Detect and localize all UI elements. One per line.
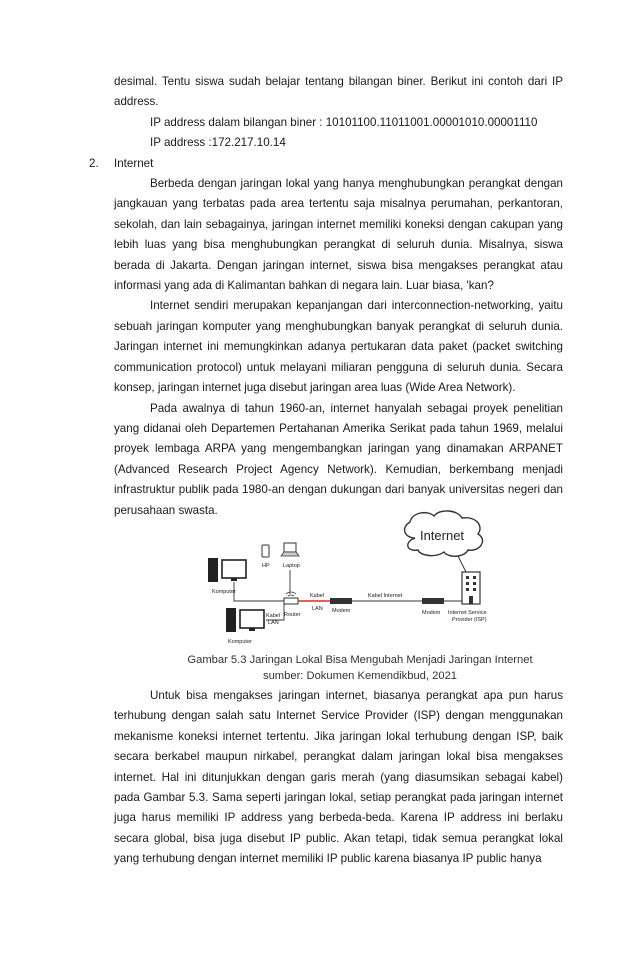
list-title: Internet: [114, 156, 154, 170]
label-komputer-top: Komputer: [212, 589, 236, 595]
internet-cloud-icon: [405, 511, 483, 556]
paragraph-4: Untuk bisa mengakses jaringan internet, biasanya perangkat apa pun harus terhubung dengan salah satu Internet Service Provider (ISP) dengan menggunakan mekanisme koneksi internet tertentu. Jika jaringan lokal terhubung dengan ISP, baik secara berkabel maupun nirkabel, perangkat dalam jaringan lokal bisa mengakses internet. Hal ini ditunjukkan dengan garis merah (yang diasumsikan sebagai kabel) pada Gambar 5.3. Sama seperti jaringan lokal, setiap perangkat pada jaringan internet juga harus memiliki IP address yang berbeda-beda. Karena IP address ini berlaku secara global, bisa juga disebut IP public. Akan tetapi, tidak semua perangkat lokal yang terhubung dengan internet memiliki IP public karena biasanya IP public hanya: [114, 689, 563, 866]
label-isp-2: Provider (ISP): [452, 617, 487, 623]
text-bottom: [114, 686, 563, 870]
label-kabel-lan-1: Kabel: [310, 593, 325, 599]
label-laptop: Laptop: [283, 563, 300, 569]
label-komputer-bottom: Komputer: [228, 639, 252, 645]
ip-binary-line: IP address dalam bilangan biner : 10101100.11011001.00001010.00001110: [150, 115, 538, 129]
label-kabel-lan-2: Kabel: [266, 613, 281, 619]
caption-title: Gambar 5.3 Jaringan Lokal Bisa Mengubah Menjadi Jaringan Internet: [187, 654, 533, 666]
label-kabel-lan-2b: LAN: [268, 620, 279, 626]
laptop-icon: [281, 543, 299, 556]
text-top: [89, 72, 563, 521]
isp-building-icon: [462, 572, 480, 604]
label-kabel-internet: Kabel Internet: [368, 593, 403, 599]
label-kabel-lan-1b: LAN: [312, 606, 323, 612]
modem-1-icon: [330, 598, 352, 604]
intro-paragraph: desimal. Tentu siswa sudah belajar tentang bilangan biner. Berikut ini contoh dari IP address.: [114, 75, 563, 109]
modem-2-icon: [422, 598, 444, 604]
label-internet: Internet: [419, 528, 465, 543]
figure-caption: [150, 652, 570, 684]
label-router: Router: [284, 612, 301, 618]
list-number: 2.: [89, 156, 99, 170]
router-icon: [284, 592, 298, 604]
network-diagram-svg: [200, 510, 520, 650]
paragraph-3: Pada awalnya di tahun 1960-an, internet hanyalah sebagai proyek penelitian yang didanai oleh Departemen Pertahanan Amerika Serikat pada tahun 1969, melalui proyek lembaga ARPA yang mengembangkan jaringan yang dinamakan ARPANET (Advanced Research Project Agency Network). Kemudian, berkembang menjadi infrastruktur publik pada 1980-an dengan dukungan dari banyak universitas negeri dan perusahaan swasta.: [114, 401, 563, 517]
label-isp-1: Internet Service: [448, 610, 487, 616]
computer-top-icon: [208, 558, 246, 582]
label-modem-1: Modem: [332, 608, 351, 614]
ip-decimal-line: IP address :172.217.10.14: [150, 136, 286, 150]
computer-bottom-icon: [226, 608, 264, 632]
caption-source: sumber: Dokumen Kemendikbud, 2021: [262, 670, 458, 682]
list-item-internet: [89, 154, 563, 174]
paragraph-2: Internet sendiri merupakan kepanjangan dari interconnection-networking, yaitu sebuah jaringan komputer yang menghubungkan banyak perangkat di seluruh dunia. Jaringan internet ini memungkinkan adanya pertukaran data paket (packet switching communication protocol) untuk melayani miliaran pengguna di seluruh dunia. Secara konsep, jaringan internet juga disebut jaringan area luas (Wide Area Network).: [114, 299, 563, 395]
paragraph-1: Berbeda dengan jaringan lokal yang hanya menghubungkan perangkat dengan jangkauan yang terbatas pada area tertentu saja misalnya perumahan, perkantoran, sekolah, dan lain sebagainya, jaringan internet memiliki koneksi dengan cakupan yang lebih luas yang bisa menghubungkan perangkat di seluruh dunia. Misalnya, siswa berada di Jakarta. Dengan jaringan internet, siswa bisa mengakses perangkat atau informasi yang ada di Kalimantan bahkan di negara lain. Luar biasa, 'kan?: [114, 177, 563, 293]
label-hp: HP: [262, 563, 270, 569]
label-modem-2: Modem: [422, 610, 441, 616]
phone-icon: [262, 545, 269, 557]
